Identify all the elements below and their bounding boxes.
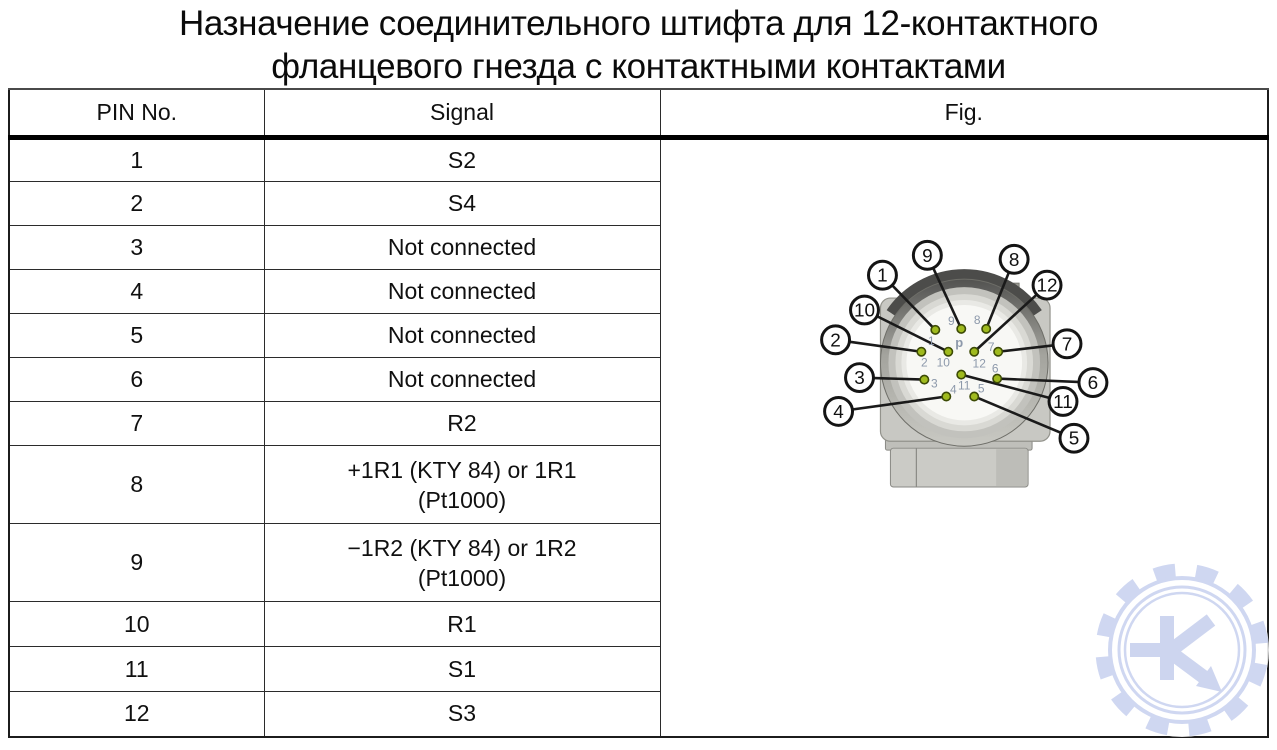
header-pin-no: PIN No.: [9, 89, 264, 138]
fig-callout-number-7: 7: [1061, 334, 1072, 356]
signal-cell: Not connected: [264, 314, 660, 358]
pin-cell: 6: [9, 358, 264, 402]
fig-pin-dot-12: [970, 348, 978, 356]
fig-callout-number-1: 1: [876, 265, 888, 287]
fig-pin-label-7: 7: [987, 339, 995, 354]
pin-cell: 7: [9, 402, 264, 446]
fig-cell: [660, 138, 1268, 737]
fig-pin-label-11: 11: [957, 378, 970, 393]
fig-pin-label-5: 5: [977, 381, 985, 396]
signal-cell: [264, 524, 660, 602]
pin-cell: 4: [9, 270, 264, 314]
fig-pin-label-8: 8: [973, 312, 981, 327]
fig-pin-dot-6: [992, 374, 1000, 382]
table-row: [9, 138, 1268, 182]
pin-cell: 2: [9, 182, 264, 226]
connector-base-shade: [996, 449, 1027, 486]
signal-cell: S4: [264, 182, 660, 226]
page-title: [0, 2, 1277, 88]
fig-pin-label-3: 3: [930, 376, 938, 391]
fig-pin-label-12: 12: [972, 356, 986, 371]
signal-line2: (Pt1000): [417, 486, 507, 513]
pin-cell: 8: [9, 446, 264, 524]
fig-pin-label-9: 9: [947, 313, 955, 328]
fig-pin-label-10: 10: [936, 355, 950, 370]
signal-cell: Not connected: [264, 358, 660, 402]
signal-cell: R1: [264, 602, 660, 647]
fig-pin-label-4: 4: [949, 382, 957, 397]
signal-cell: [264, 446, 660, 524]
page-title-line1: Назначение соединительного штифта для 12-контактного: [178, 4, 1099, 43]
pin-cell: 10: [9, 602, 264, 647]
fig-pin-dot-9: [957, 325, 965, 333]
pin-cell: 12: [9, 692, 264, 737]
fig-callout-number-9: 9: [921, 245, 933, 267]
fig-polarization-label: p: [954, 334, 963, 350]
fig-pin-label-1: 1: [927, 333, 935, 348]
fig-pin-label-2: 2: [920, 355, 928, 370]
fig-pin-dot-8: [982, 325, 990, 333]
pin-cell: 1: [9, 138, 264, 182]
fig-callout-number-10: 10: [853, 300, 875, 322]
fig-callout-number-12: 12: [1036, 275, 1058, 297]
signal-line1: −1R2 (KTY 84) or 1R2: [347, 534, 577, 561]
fig-pin-dot-2: [917, 348, 925, 356]
signal-cell: Not connected: [264, 226, 660, 270]
fig-pin-dot-10: [944, 348, 952, 356]
fig-pin-label-6: 6: [991, 361, 998, 376]
header-signal: Signal: [264, 89, 660, 138]
signal-line2: (Pt1000): [417, 564, 507, 591]
table-header-row: [9, 89, 1268, 138]
signal-cell: R2: [264, 402, 660, 446]
fig-callout-number-3: 3: [853, 368, 865, 390]
connector-figure: [661, 140, 1268, 736]
signal-cell: S2: [264, 138, 660, 182]
fig-pin-dot-7: [993, 348, 1001, 356]
pin-cell: 5: [9, 314, 264, 358]
pin-cell: 3: [9, 226, 264, 270]
fig-pin-dot-1: [931, 326, 939, 334]
pin-cell: 11: [9, 647, 264, 692]
signal-cell: Not connected: [264, 270, 660, 314]
fig-pin-dot-3: [920, 375, 928, 383]
header-fig: Fig.: [660, 89, 1268, 138]
fig-callout-number-4: 4: [832, 401, 844, 423]
fig-callout-number-8: 8: [1008, 249, 1019, 271]
signal-cell: S3: [264, 692, 660, 737]
fig-callout-number-2: 2: [829, 330, 841, 352]
pin-assignment-table: [8, 88, 1269, 738]
page-title-line2: фланцевого гнезда с контактными контактами: [271, 47, 1006, 86]
fig-callout-number-11: 11: [1052, 391, 1073, 413]
fig-callout-number-5: 5: [1068, 428, 1079, 450]
fig-pin-dot-11: [957, 370, 965, 378]
signal-line1: +1R1 (KTY 84) or 1R1: [347, 456, 577, 483]
fig-callout-number-6: 6: [1087, 373, 1098, 395]
pin-cell: 9: [9, 524, 264, 602]
signal-cell: S1: [264, 647, 660, 692]
